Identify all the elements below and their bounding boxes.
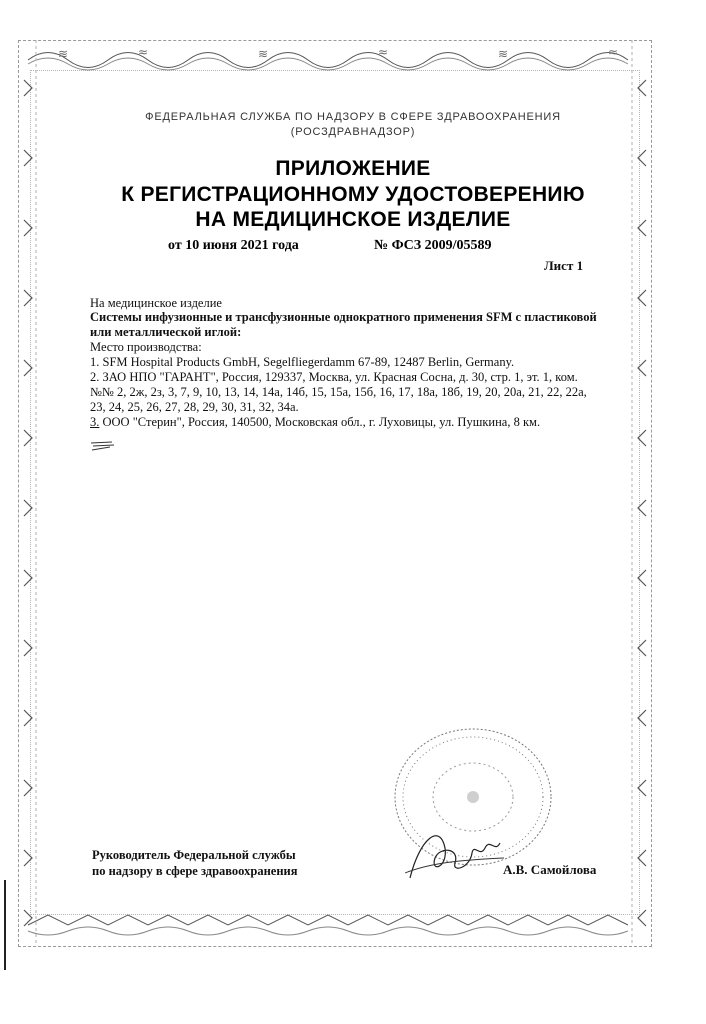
signature (400, 818, 510, 888)
svg-text:≋: ≋ (498, 47, 509, 61)
svg-text:≈: ≈ (378, 45, 389, 59)
product-name: Системы инфузионные и трансфузионные однократного применения SFM с пластиковой или металлической иглой: (90, 310, 597, 339)
document-subtitle-line2: НА МЕДИЦИНСКОЕ ИЗДЕЛИЕ (195, 208, 511, 231)
scan-edge-line (4, 880, 6, 970)
ornament-border-top (18, 40, 650, 74)
signatory-name: А.В. Самойлова (503, 862, 597, 877)
organization-abbreviation: (РОСЗДРАВНАДЗОР) (290, 126, 416, 138)
handwritten-mark (90, 440, 116, 452)
ornament-border-bottom (18, 905, 650, 945)
registration-date: от 10 июня 2021 года (168, 238, 299, 253)
address-3-text: ООО "Стерин", Россия, 140500, Московская обл., г. Луховицы, ул. Пушкина, 8 км. (99, 415, 541, 429)
production-place-label: Место производства: (90, 340, 202, 354)
intro-text: На медицинское изделие (90, 296, 222, 310)
signatory-position-line2: по надзору в сфере здравоохранения (92, 864, 298, 878)
registration-number: № ФСЗ 2009/05589 (374, 238, 492, 253)
signatory-position (92, 847, 298, 879)
document-title: ПРИЛОЖЕНИЕ (275, 157, 431, 180)
sheet-number: Лист 1 (544, 258, 584, 273)
document-subtitle-line1: К РЕГИСТРАЦИОННОМУ УДОСТОВЕРЕНИЮ (121, 183, 585, 206)
address-3-number: 3. (90, 415, 100, 429)
production-address-2: 2. ЗАО НПО "ГАРАНТ", Россия, 129337, Москва, ул. Красная Сосна, д. 30, стр. 1, эт. 1, ком. №№ 2, 2ж, 2з, 3, 7, 9, 10, 13, 14, 14а, 14б, 15, 15а, 15б, 16, 17, 18а, 18б, 19, 20, 20а, 21, 22, 22а, 23, 24, 25, 26, 27, 28, 29, 30, 31, 32, 34а. (90, 370, 587, 414)
svg-text:≋: ≋ (258, 47, 269, 61)
signatory-position-line1: Руководитель Федеральной службы (92, 848, 296, 862)
production-address-1: 1. SFM Hospital Products GmbH, Segelfliegerdamm 67-89, 12487 Berlin, Germany. (90, 355, 515, 369)
svg-text:≈: ≈ (608, 45, 619, 59)
svg-text:≋: ≋ (58, 47, 69, 61)
organization-name: ФЕДЕРАЛЬНАЯ СЛУЖБА ПО НАДЗОРУ В СФЕРЕ ЗДРАВООХРАНЕНИЯ (145, 111, 561, 123)
svg-text:≈: ≈ (138, 45, 149, 59)
production-address-3 (90, 415, 610, 430)
